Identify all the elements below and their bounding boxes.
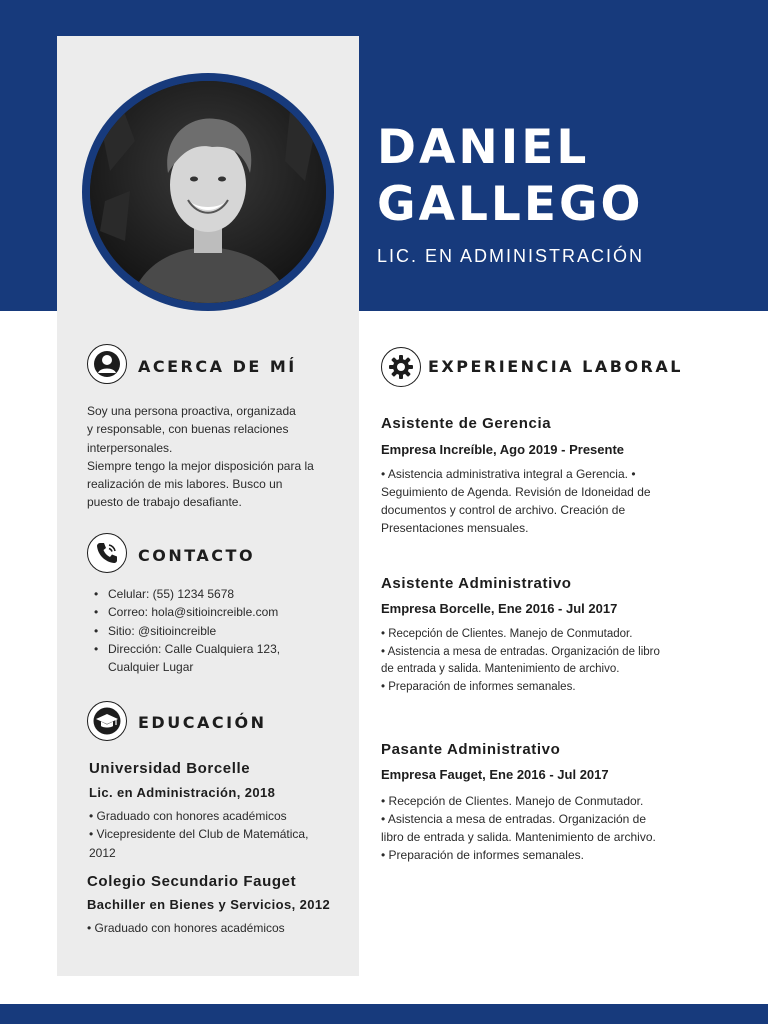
education-title: EDUCACIÓN [138,713,267,732]
job-role: Asistente de Gerencia [381,415,552,432]
job-company: Empresa Increíble, Ago 2019 - Presente [381,442,625,457]
job-description-line: • Asistencia administrativa integral a Gerencia. • [381,467,636,481]
job-description-line: Presentaciones mensuales. [381,521,529,535]
job-company: Empresa Borcelle, Ene 2016 - Jul 2017 [381,601,618,616]
contact-email: • Correo: hola@sitioincreible.com [88,603,280,621]
education-details [89,807,308,862]
job-description [381,792,656,864]
education-detail-line: 2012 [89,845,116,860]
education-detail-line: • Vicepresidente del Club de Matemática, [89,827,309,842]
about-line: y responsable, con buenas relaciones [87,422,289,437]
job-description-line: • Preparación de informes semanales. [381,680,576,693]
job-description [381,626,660,696]
contact-address: • Dirección: Calle Cualquiera 123, [88,640,280,658]
education-detail-line: • Graduado con honores académicos [89,809,287,823]
education-detail-line: • Graduado con honores académicos [87,921,285,935]
about-title: ACERCA DE MÍ [138,357,297,376]
contact-phone: • Celular: (55) 1234 5678 [88,585,280,603]
about-line: Soy una persona proactiva, organizada [87,404,296,418]
education-degree: Lic. en Administración, 2018 [89,785,276,800]
gear-icon [381,347,421,387]
job-description [381,465,651,537]
profile-photo [90,81,326,303]
about-line: Siempre tengo la mejor disposición para la [87,458,314,473]
contact-site: • Sitio: @sitioincreible [88,622,280,640]
about-line: puesto de trabajo desafiante. [87,495,242,510]
contact-address-line2: Cualquier Lugar [108,660,194,675]
education-school: Universidad Borcelle [89,760,251,777]
job-description-line: Seguimiento de Agenda. Revisión de Idoneidad de [381,485,651,499]
job-description-line: • Recepción de Clientes. Manejo de Conmutador. [381,628,633,640]
job-description-line: de entrada y salida. Mantenimiento de archivo. [381,663,620,675]
about-line: realización de mis labores. Busco un [87,477,283,492]
education-degree: Bachiller en Bienes y Servicios, 2012 [87,897,331,912]
job-company: Empresa Fauget, Ene 2016 - Jul 2017 [381,767,609,782]
contact-list [88,585,280,676]
about-line: interpersonales. [87,440,173,455]
professional-title: LIC. EN ADMINISTRACIÓN [377,246,645,266]
experience-title: EXPERIENCIA LABORAL [428,357,683,376]
job-description-line: documentos y control de archivo. Creación de [381,503,626,517]
job-role: Asistente Administrativo [381,575,572,592]
job-role: Pasante Administrativo [381,741,561,758]
person-icon [87,344,127,384]
first-name: DANIEL [377,120,590,175]
footer-band [0,1004,768,1024]
last-name: GALLEGO [377,177,644,232]
education-details [87,919,285,937]
job-description-line: libro de entrada y salida. Mantenimiento de archivo. [381,830,656,844]
phone-icon [87,533,127,573]
job-description-line: • Preparación de informes semanales. [381,848,584,862]
job-description-line: • Asistencia a mesa de entradas. Organización de libro [381,645,660,658]
contact-title: CONTACTO [138,546,256,565]
job-description-line: • Recepción de Clientes. Manejo de Conmutador. [381,794,644,808]
about-text [87,402,314,512]
job-description-line: • Asistencia a mesa de entradas. Organización de [381,812,647,826]
graduation-cap-icon [87,701,127,741]
contact-address-cont [88,658,280,676]
education-school: Colegio Secundario Fauget [87,873,297,890]
